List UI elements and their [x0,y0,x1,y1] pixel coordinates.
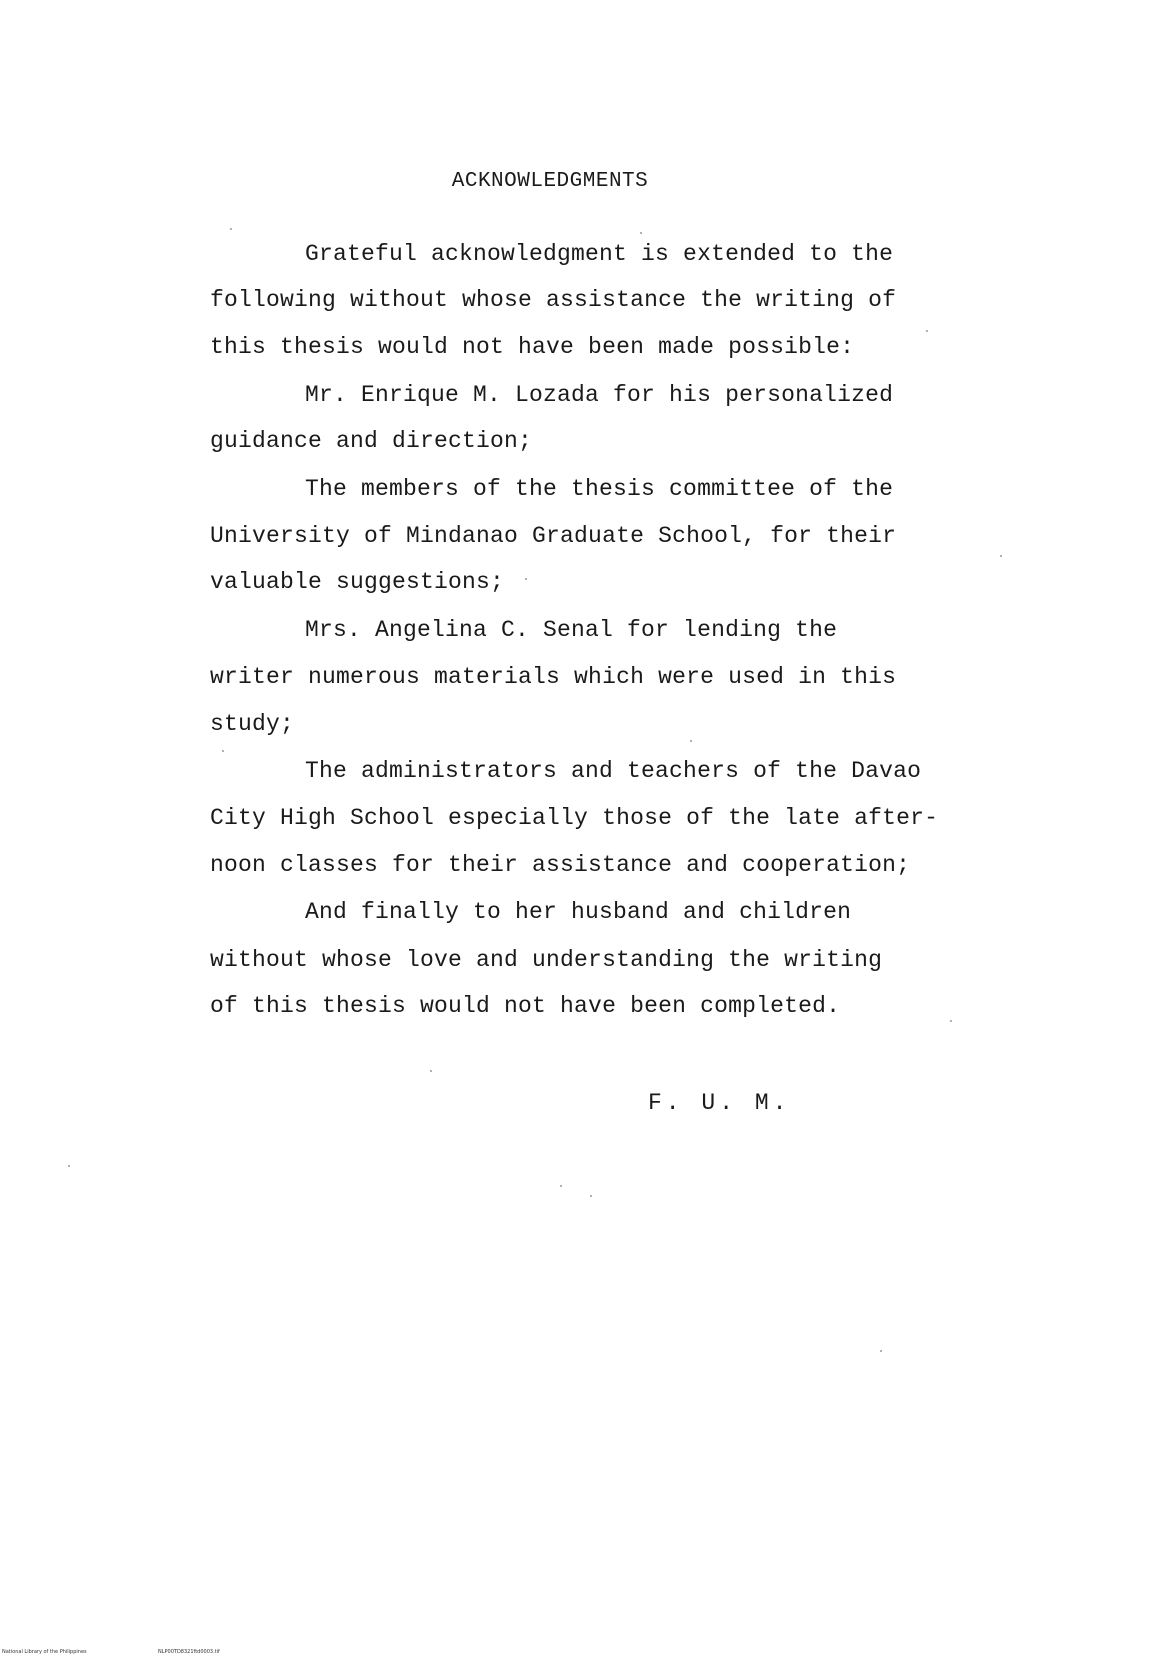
paragraph-line: writer numerous materials which were used in this [210,664,897,690]
scan-speck [68,1165,70,1167]
paragraph-line: valuable suggestions; [210,569,505,595]
scan-speck [230,228,232,230]
scan-speck [950,1020,952,1022]
scan-speck [525,578,527,580]
paragraph-line: The members of the thesis committee of the [305,476,894,502]
paragraph-line: And finally to her husband and children [305,899,852,925]
paragraph-line: guidance and direction; [210,428,533,454]
paragraph-line: following without whose assistance the writing of [210,287,897,313]
scan-speck [640,232,642,234]
paragraph-line: Grateful acknowledgment is extended to the [305,241,894,267]
paragraph-line: noon classes for their assistance and cooperation; [210,852,911,878]
scan-speck [222,750,224,752]
signature-initials: F. U. M. [648,1090,791,1116]
paragraph-line: The administrators and teachers of the Davao [305,758,922,784]
footer-file-id: NLP00TD8321ftd0003.tif [158,1649,220,1655]
paragraph-line: Mrs. Angelina C. Senal for lending the [305,617,838,643]
scan-speck [590,1195,592,1197]
scan-speck [430,1070,432,1072]
paragraph-line: University of Mindanao Graduate School, for their [210,523,897,549]
paragraph-line: of this thesis would not have been completed. [210,993,841,1019]
page-title: ACKNOWLEDGMENTS [451,170,649,193]
scan-speck [560,1185,562,1187]
scan-speck [1000,555,1002,557]
scan-speck [880,1350,882,1352]
paragraph-line: City High School especially those of the late after- [210,805,939,831]
scan-speck [926,330,928,332]
paragraph-line: without whose love and understanding the writing [210,947,883,973]
paragraph-line: this thesis would not have been made possible: [210,334,855,360]
paragraph-line: Mr. Enrique M. Lozada for his personalized [305,382,894,408]
footer-library-name: National Library of the Philippines [2,1649,87,1655]
scan-speck [690,740,692,742]
paragraph-line: study; [210,711,295,737]
